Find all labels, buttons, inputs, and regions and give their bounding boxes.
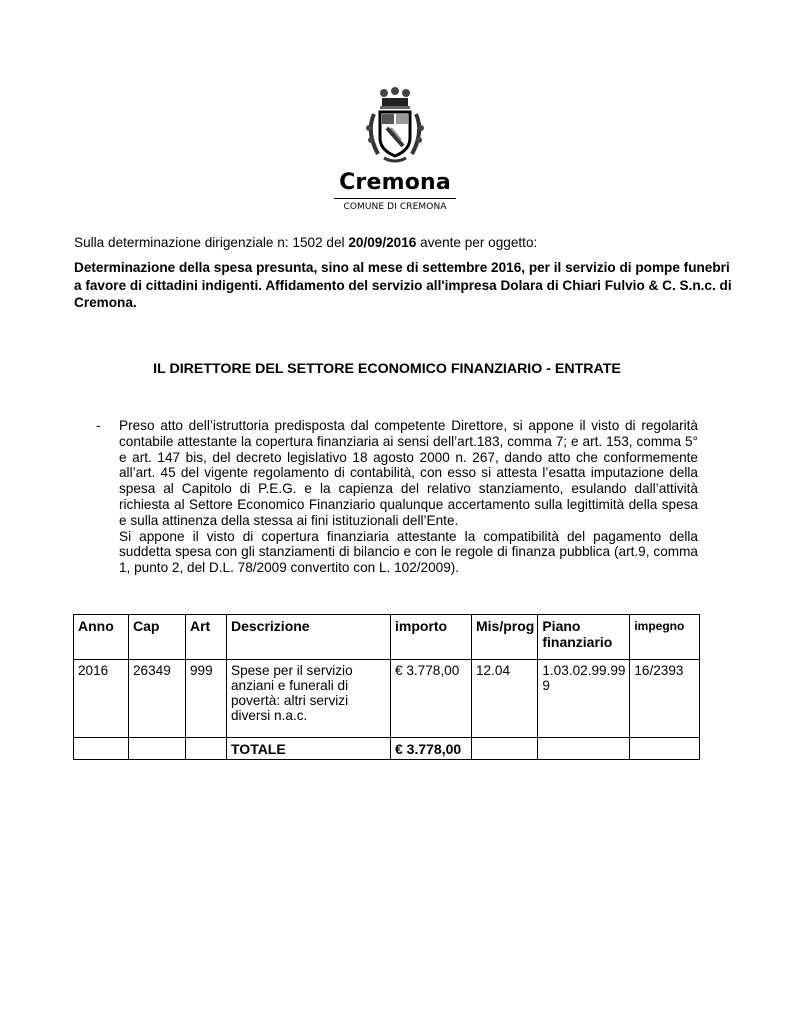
cell-piano-finanziario: 1.03.02.99.999 [538, 660, 630, 738]
table-row [74, 660, 700, 738]
section-heading: IL DIRETTORE DEL SETTORE ECONOMICO FINANZIARIO - ENTRATE [153, 361, 621, 377]
intro-prefix: Sulla determinazione dirigenziale n: 1502 del [74, 235, 349, 250]
cell-art: 999 [186, 660, 227, 738]
coat-of-arms-icon [360, 84, 430, 168]
cell-anno: 2016 [74, 660, 129, 738]
cell-impegno: 16/2393 [630, 660, 700, 738]
empty-cell [186, 738, 227, 760]
header-mis-prog: Mis/prog [472, 615, 538, 660]
intro-date: 20/09/2016 [348, 235, 417, 250]
header-anno: Anno [74, 615, 129, 660]
financial-table [73, 614, 700, 760]
cell-importo: € 3.778,00 [391, 660, 472, 738]
cell-mis-prog: 12.04 [472, 660, 538, 738]
logo-subtitle: COMUNE DI CREMONA [343, 202, 447, 212]
empty-cell [129, 738, 186, 760]
paragraph-visto-copertura: Si appone il visto di copertura finanziaria attestante la compatibilità del pagamento della suddetta spesa con gli stanziamenti di bilancio e con le regole di finanza pubblica (art.9, comma 1, punto 2, del D.L. 78/2009 convertito con L. 102/2009). [119, 528, 698, 576]
intro-suffix: avente per oggetto: [416, 235, 538, 250]
subject-text: Determinazione della spesa presunta, sino al mese di settembre 2016, per il servizio di pompe funebri a favore di cittadini indigenti. Affidamento del servizio all'impresa Dolara di Chiari Fulvio & C. S.n.c. di Cremona. [74, 260, 732, 310]
body-text [119, 418, 698, 576]
table-header-row [74, 615, 700, 660]
empty-cell [472, 738, 538, 760]
logo-name: Cremona [339, 170, 451, 195]
total-value: € 3.778,00 [391, 738, 472, 760]
header-cap: Cap [129, 615, 186, 660]
header-impegno: impegno [630, 615, 700, 660]
logo-divider [334, 198, 456, 199]
list-bullet: - [96, 418, 101, 433]
header-descrizione: Descrizione [227, 615, 391, 660]
empty-cell [538, 738, 630, 760]
paragraph-visto-regolarita: Preso atto dell’istruttoria predisposta dal competente Direttore, si appone il visto di regolarità contabile attestante la copertura finanziaria ai sensi dell’art.183, comma 7; e art. 153, comma 5° e art. 147 bis, del decreto legislativo 18 agosto 2000 n. 267, dando atto che conformemente all’art. 45 del vigente regolamento di contabilità, con esso si attesta l’esatta imputazione della spesa al Capitolo di P.E.G. e la capienza del relativo stanziamento, esulando dall’attività richiesta al Settore Economico Finanziario qualunque accertamento sulla legittimità della spesa e sulla attinenza della stessa ai fini istituzionali dell’Ente. [119, 418, 698, 528]
empty-cell [630, 738, 700, 760]
header-piano-finanziario: Piano finanziario [538, 615, 630, 660]
comune-logo [330, 84, 460, 214]
empty-cell [74, 738, 129, 760]
header-importo: importo [391, 615, 472, 660]
table-total-row [74, 738, 700, 760]
cell-descrizione: Spese per il servizio anziani e funerali di povertà: altri servizi diversi n.a.c. [227, 660, 391, 738]
intro-line [74, 235, 537, 250]
header-art: Art [186, 615, 227, 660]
cell-cap: 26349 [129, 660, 186, 738]
total-label: TOTALE [227, 738, 391, 760]
